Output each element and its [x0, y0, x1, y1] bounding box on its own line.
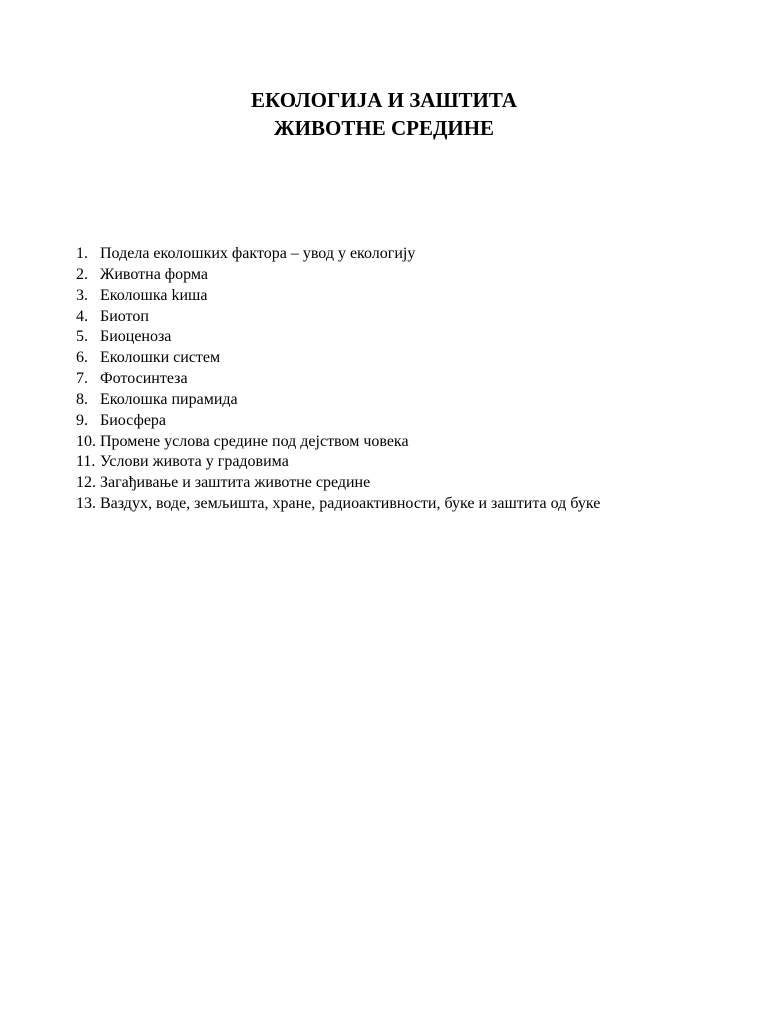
topics-list [76, 244, 600, 515]
list-item-number: 9. [76, 411, 88, 429]
list-item-number: 13. [76, 495, 96, 513]
list-item-number: 1. [76, 245, 88, 262]
list-item-number: 4. [76, 307, 88, 325]
list-item-number: 5. [76, 328, 88, 346]
list-item [76, 327, 600, 348]
list-item-label: Биосфера [100, 411, 167, 429]
list-item [76, 286, 600, 307]
title-line-2: ЖИВОТНЕ СРЕДИНЕ [273, 116, 495, 140]
list-item [76, 265, 600, 286]
list-item [76, 369, 600, 390]
list-item-label: Еколошка kиша [100, 286, 208, 304]
list-item-number: 12. [76, 474, 96, 492]
list-item-label: Загађивање и заштита животне средине [100, 474, 371, 492]
list-item [76, 390, 600, 411]
title-line-1: ЕКОЛОГИЈА И ЗАШТИТА [251, 88, 517, 112]
list-item-label: Подела еколошких фактора – увод у екологију [100, 245, 416, 262]
list-item-number: 11. [76, 453, 96, 471]
list-item-number: 8. [76, 390, 88, 408]
list-item-label: Еколошка пирамида [100, 390, 238, 408]
list-item-number: 10. [76, 432, 96, 450]
list-item-number: 7. [76, 370, 88, 388]
list-item-label: Животна форма [100, 265, 209, 283]
list-item [76, 494, 600, 515]
list-item-label: Ваздух, воде, земљишта, хране, радиоактивности, буке и заштита од буке [100, 495, 601, 513]
list-item [76, 348, 600, 369]
list-item-number: 3. [76, 286, 88, 304]
list-item-label: Фотосинтеза [100, 370, 188, 388]
list-item-label: Биотоп [100, 307, 149, 325]
page-title [0, 86, 768, 142]
list-item [76, 452, 600, 473]
list-item-label: Биоценоза [100, 328, 172, 346]
list-item [76, 307, 600, 328]
list-item [76, 432, 600, 453]
list-item-label: Промене услова средине под дејством човека [100, 432, 409, 450]
list-item-number: 6. [76, 349, 88, 367]
list-item-label: Услови живота у градовима [100, 453, 289, 471]
list-item-number: 2. [76, 265, 88, 283]
list-item [76, 473, 600, 494]
list-item [76, 244, 600, 265]
list-item [76, 411, 600, 432]
list-item-label: Еколошки систем [100, 349, 221, 367]
